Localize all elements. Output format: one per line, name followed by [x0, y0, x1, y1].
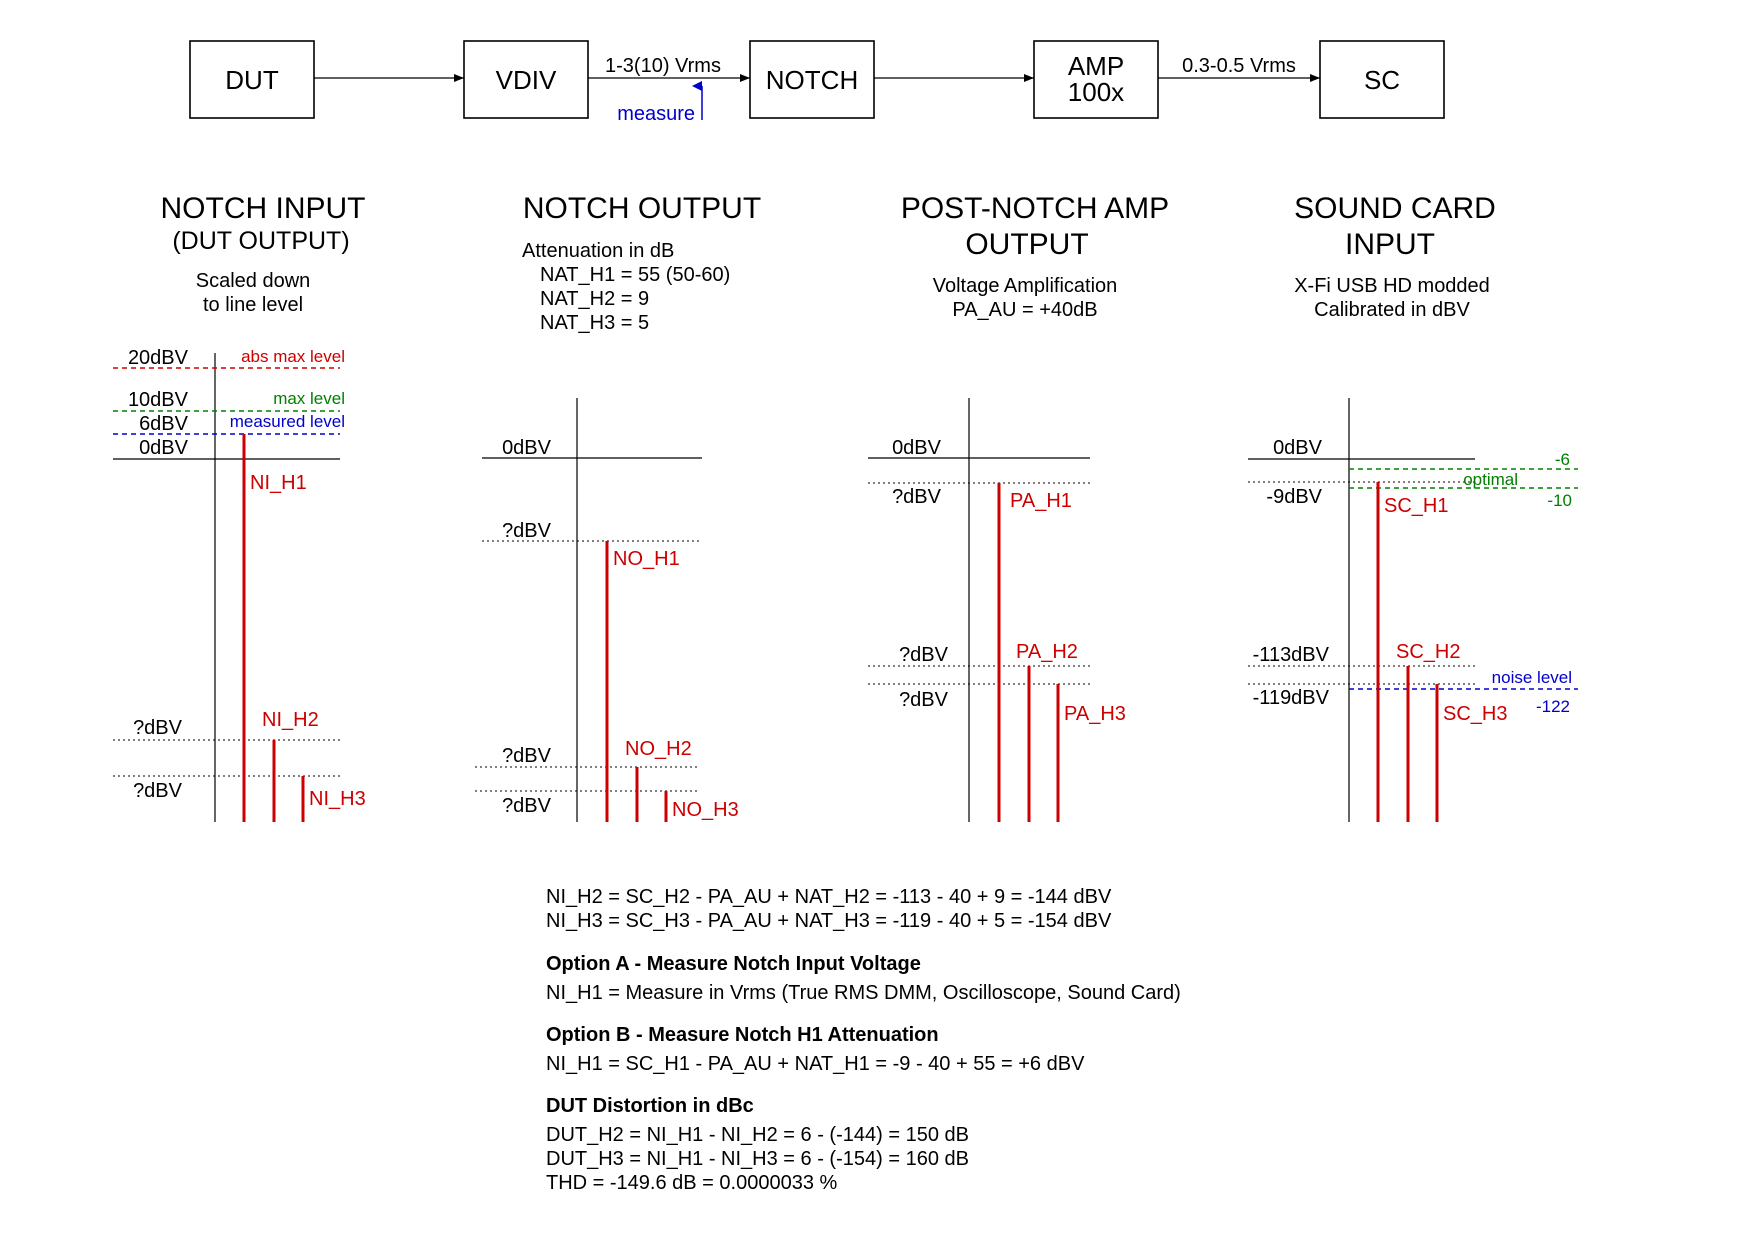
noise-floor-note: -122 [1535, 697, 1570, 716]
no-h2-label: NO_H2 [625, 738, 692, 760]
ni-h2-label: NI_H2 [262, 709, 319, 731]
optimal-upper-note: -6 [1554, 450, 1570, 469]
pa-level-h1: ?dBV [892, 486, 941, 508]
notch-input-desc-2: to line level [202, 294, 304, 316]
level-20dbv: 20dBV [127, 347, 188, 369]
no-level-h2: ?dBV [502, 745, 551, 767]
sound-card-desc-2: Calibrated in dBV [1314, 299, 1470, 321]
measure-label: measure [617, 103, 695, 125]
pa-level-h2: ?dBV [899, 644, 948, 666]
level-10dbv: 10dBV [127, 389, 188, 411]
option-b-title: Option B - Measure Notch H1 Attenuation [546, 1024, 939, 1046]
panel-sound-card [1248, 192, 1578, 822]
no-h1-label: NO_H1 [613, 548, 680, 570]
amp-gain-label: 100x [1067, 77, 1125, 107]
ni-h1-label: NI_H1 [250, 472, 307, 494]
sc-level-h2: -113dBV [1252, 644, 1329, 666]
vdiv-notch-voltage: 1-3(10) Vrms [605, 55, 721, 77]
measured-level-note: measured level [229, 412, 345, 431]
eq-dut-h3: DUT_H3 = NI_H1 - NI_H3 = 6 - (-154) = 160 dB [546, 1148, 969, 1170]
level-ni-h3: ?dBV [133, 780, 182, 802]
option-b-text: NI_H1 = SC_H1 - PA_AU + NAT_H1 = -9 - 40 + 55 = +6 dBV [546, 1053, 1085, 1075]
level-0dbv: 0dBV [139, 437, 188, 459]
sound-card-title: SOUND CARD [1294, 192, 1496, 225]
no-level-h1: ?dBV [502, 520, 551, 542]
notch-label: NOTCH [765, 65, 859, 95]
panel-notch-output [475, 192, 761, 822]
amp-output-desc-1: Voltage Amplification [932, 275, 1118, 297]
ni-h3-label: NI_H3 [309, 788, 366, 810]
vdiv-label: VDIV [495, 65, 557, 95]
eq-dut-h2: DUT_H2 = NI_H1 - NI_H2 = 6 - (-144) = 150 dB [546, 1124, 969, 1146]
dut-label: DUT [225, 65, 279, 95]
max-level-note: max level [273, 389, 345, 408]
pa-h1-label: PA_H1 [1010, 490, 1072, 512]
amp-output-title-2: OUTPUT [965, 228, 1089, 261]
sc-level-h3: -119dBV [1252, 687, 1329, 709]
no-level-h3: ?dBV [502, 795, 551, 817]
notch-input-title: NOTCH INPUT [160, 192, 366, 225]
sc-label: SC [1363, 65, 1401, 95]
sc-h3-label: SC_H3 [1443, 703, 1508, 725]
sc-level-h1: -9dBV [1266, 486, 1322, 508]
equations-block [546, 886, 1181, 1194]
amp-sc-voltage: 0.3-0.5 Vrms [1182, 55, 1296, 77]
notch-output-desc-2: NAT_H1 = 55 (50-60) [540, 264, 731, 286]
panel-notch-input [113, 192, 366, 822]
amp-output-desc-2: PA_AU = +40dB [952, 299, 1098, 321]
no-h3-label: NO_H3 [672, 799, 739, 821]
optimal-lower-note: -10 [1547, 491, 1572, 510]
sc-h1-label: SC_H1 [1384, 495, 1449, 517]
sc-level-0dbv: 0dBV [1273, 437, 1322, 459]
eq-ni-h3: NI_H3 = SC_H3 - PA_AU + NAT_H3 = -119 - 40 + 5 = -154 dBV [546, 910, 1112, 932]
optimal-note: optimal [1463, 470, 1518, 489]
signal-chain [190, 41, 1444, 125]
option-a-title: Option A - Measure Notch Input Voltage [546, 953, 921, 975]
panel-amp-output [868, 192, 1169, 822]
notch-output-desc-3: NAT_H2 = 9 [540, 288, 650, 310]
notch-output-desc-4: NAT_H3 = 5 [540, 312, 650, 334]
notch-input-subtitle: (DUT OUTPUT) [172, 227, 350, 255]
sc-h2-label: SC_H2 [1396, 641, 1461, 663]
sound-card-title-2: INPUT [1345, 228, 1435, 261]
eq-thd: THD = -149.6 dB = 0.0000033 % [546, 1172, 838, 1194]
notch-input-desc-1: Scaled down [195, 270, 311, 292]
abs-max-level-note: abs max level [241, 347, 345, 366]
pa-level-0dbv: 0dBV [892, 437, 941, 459]
level-6dbv: 6dBV [139, 413, 188, 435]
option-a-text: NI_H1 = Measure in Vrms (True RMS DMM, Oscilloscope, Sound Card) [546, 982, 1181, 1004]
notch-output-title: NOTCH OUTPUT [522, 192, 762, 225]
noise-level-note: noise level [1491, 668, 1572, 687]
pa-h3-label: PA_H3 [1064, 703, 1126, 725]
pa-level-h3: ?dBV [899, 689, 948, 711]
eq-ni-h2: NI_H2 = SC_H2 - PA_AU + NAT_H2 = -113 - 40 + 9 = -144 dBV [546, 886, 1112, 908]
no-level-0dbv: 0dBV [502, 437, 551, 459]
distortion-title: DUT Distortion in dBc [546, 1095, 754, 1117]
amp-label: AMP [1067, 51, 1125, 81]
pa-h2-label: PA_H2 [1016, 641, 1078, 663]
level-ni-h2: ?dBV [133, 717, 182, 739]
sound-card-desc-1: X-Fi USB HD modded [1294, 275, 1490, 297]
notch-output-desc-1: Attenuation in dB [522, 240, 675, 262]
amp-output-title: POST-NOTCH AMP [900, 192, 1170, 225]
